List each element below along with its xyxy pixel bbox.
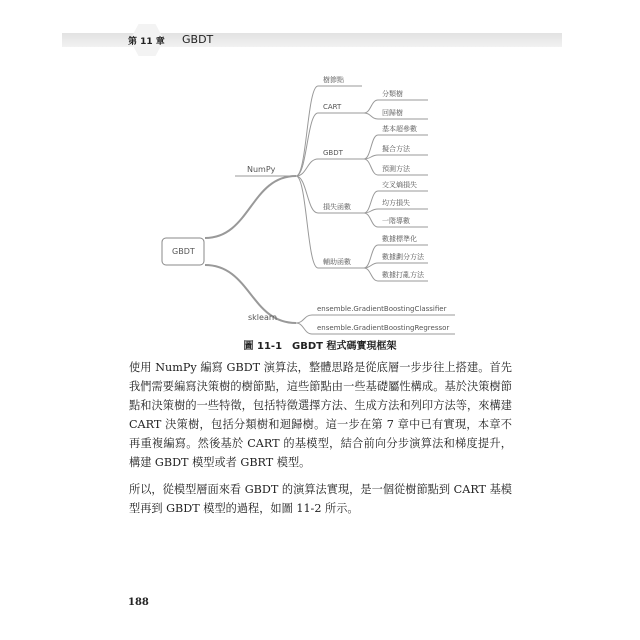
leaf-label: 基本超參數 [382,125,417,133]
leaf-label: 擬合方法 [382,145,410,153]
branch-leaf [364,155,378,159]
leaf-label: 一階導數 [382,217,410,225]
chapter-title: GBDT [182,33,214,46]
page-number: 188 [128,597,149,608]
branch-leaf [364,159,378,175]
leaf-label: 均方損失 [382,199,410,207]
leaf-label: 分類樹 [382,90,403,98]
sklearn-leaf-label: ensemble.GradientBoostingClassifier [317,305,447,313]
branch-numpy-1 [296,113,318,176]
sklearn-label: sklearn [248,313,278,322]
branch-leaf [364,100,378,113]
branch-numpy-3 [296,176,318,213]
numpy-child-label: CART [323,103,342,111]
leaf-label: 數據劃分方法 [382,253,424,261]
branch-leaf [364,213,378,227]
branch-leaf [364,191,378,213]
branch-numpy-0 [296,86,318,176]
leaf-label: 數據打亂方法 [382,271,424,279]
numpy-label: NumPy [247,165,276,174]
sklearn-leaf-label: ensemble.GradientBoostingRegressor [317,324,450,332]
leaf-label: 回歸樹 [382,109,403,117]
branch-leaf [364,268,378,281]
chapter-number: 第 11 章 [128,37,165,47]
paragraph-2: 所以，從模型層面來看 GBDT 的演算法實現，是一個從樹節點到 CART 基模型再到 GBDT 模型的過程，如圖 11-2 所示。 [129,483,512,515]
branch-numpy [205,176,296,238]
numpy-child-label: 樹節點 [323,76,344,84]
root-node-label: GBDT [172,247,195,256]
paragraph-1: 使用 NumPy 編寫 GBDT 演算法，整體思路是從底層一步步往上搭建。首先我們需要編寫決策樹的樹節點，這些節點由一些基礎屬性構成。基於決策樹節點和決策樹的一些特徵，包括特徵選擇方法、生成方法和列印方法等，來構建 CART 決策樹，包括分類樹和迴歸樹。這一步在第 7 章中已有實現，本章不再重複編寫。然後基於 CART 的基模型，結合前向分步演算法和梯度提升，構建 GBDT 模型或者 GBRT 模型。 [129,361,512,469]
branch-numpy-4 [296,176,318,268]
branch-leaf [364,245,378,268]
branch-sklearn-leaf [296,315,312,323]
figure-caption: 圖 11-1 GBDT 程式碼實現框架 [243,341,397,352]
leaf-label: 數據標準化 [382,235,417,243]
branch-sklearn-leaf [296,323,312,334]
numpy-child-label: GBDT [323,149,343,157]
numpy-child-label: 損失函數 [323,203,351,211]
leaf-label: 預測方法 [382,165,410,173]
leaf-label: 交叉熵損失 [382,181,417,189]
numpy-child-label: 輔助函數 [323,258,351,266]
branch-leaf [364,209,378,213]
body-text [129,358,512,526]
branch-leaf [364,113,378,119]
